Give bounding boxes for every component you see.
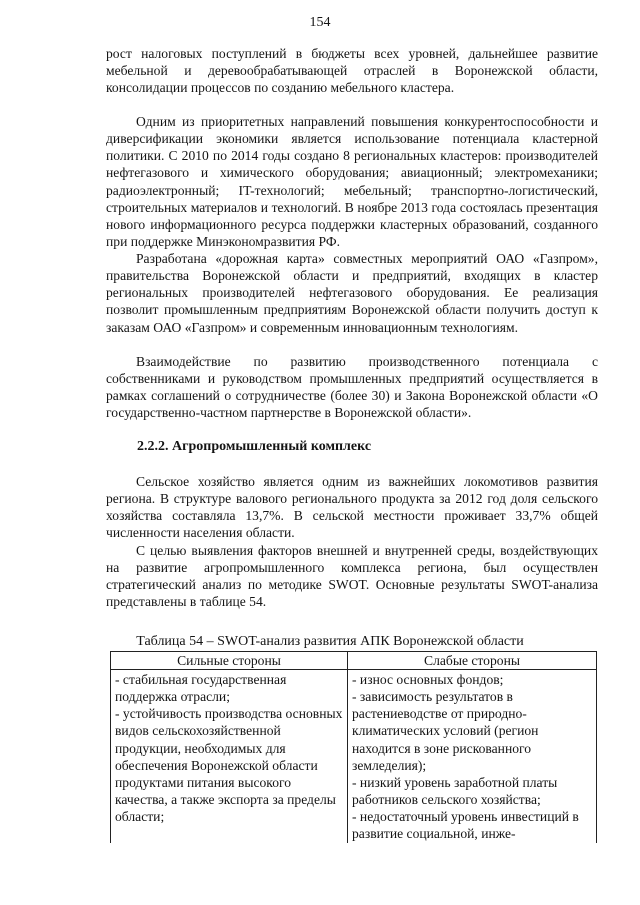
- weakness-item: - зависимость результатов в растениеводстве от природно-климатических условий (регион находится в зоне рискованного земледелия);: [352, 689, 539, 773]
- paragraph-agriculture: Сельское хозяйство является одним из важнейших локомотивов развития региона. В структуре валового регионального продукта за 2012 год доля сельского хозяйства составляла 13,7%. В сельской местности проживает 33,7% общей численности населения области.: [106, 474, 598, 541]
- table-row: [111, 670, 597, 843]
- table-caption: Таблица 54 – SWOT-анализ развития АПК Воронежской области: [136, 634, 524, 649]
- weakness-item: - износ основных фондов;: [352, 672, 504, 687]
- paragraph-roadmap: Разработана «дорожная карта» совместных мероприятий ОАО «Газпром», правительства Воронежской области и предприятий, входящих в кластер региональных производителей нефтегазового оборудования. Ее реализация позволит промышленным предприятиям Воронежской области получить доступ к заказам ОАО «Газпром» и современным инновационным технологиям.: [106, 251, 598, 335]
- header-strengths: Сильные стороны: [111, 652, 348, 670]
- paragraph-cooperation: Взаимодействие по развитию производственного потенциала с собственниками и руководством промышленных предприятий осуществляется в рамках соглашений о сотрудничестве (более 30) и Закона Воронежской области «О государственно-частном партнерстве в Воронежской области».: [106, 354, 598, 421]
- table-header-row: [111, 652, 597, 670]
- strength-item: - стабильная государственная поддержка отрасли;: [115, 672, 287, 705]
- header-weaknesses: Слабые стороны: [348, 652, 597, 670]
- section-heading: 2.2.2. Агропромышленный комплекс: [137, 439, 372, 454]
- weaknesses-cell: [348, 670, 597, 843]
- paragraph-swot-intro: С целью выявления факторов внешней и внутренней среды, воздействующих на развитие агропромышленного комплекса региона, был осуществлен стратегический анализ по методике SWOT. Основные результаты SWOT-анализа представлены в таблице 54.: [106, 543, 598, 610]
- paragraph-clusters: Одним из приоритетных направлений повышения конкурентоспособности и диверсификации экономики является использование потенциала кластерной политики. С 2010 по 2014 годы создано 8 региональных кластеров: производителей нефтегазового и химического оборудования; авиационный; электромеханики; радиоэлектронный; IT-технологий; мебельный; транспортно-логистический, строительных материалов и технологий. В ноябре 2013 года состоялась презентация нового информационного ресурса поддержки кластерных образований, созданного при поддержке Минэкономразвития РФ.: [106, 114, 598, 250]
- strengths-cell: [111, 670, 348, 843]
- page-number: 154: [309, 15, 331, 30]
- weakness-item: - недостаточный уровень инвестиций в развитие социальной, инже-: [352, 809, 579, 842]
- strength-item: - устойчивость производства основных видов сельскохозяйственной продукции, необходимых для обеспечения Воронежской области продуктами питания высокого качества, а также экспорта за пределы области;: [115, 706, 343, 825]
- swot-table: [110, 651, 597, 843]
- weakness-item: - низкий уровень заработной платы работников сельского хозяйства;: [352, 774, 558, 808]
- paragraph-continuation: рост налоговых поступлений в бюджеты всех уровней, дальнейшее развитие мебельной и деревообрабатывающей отраслей в Воронежской области, консолидации процессов по созданию мебельного кластера.: [106, 46, 598, 96]
